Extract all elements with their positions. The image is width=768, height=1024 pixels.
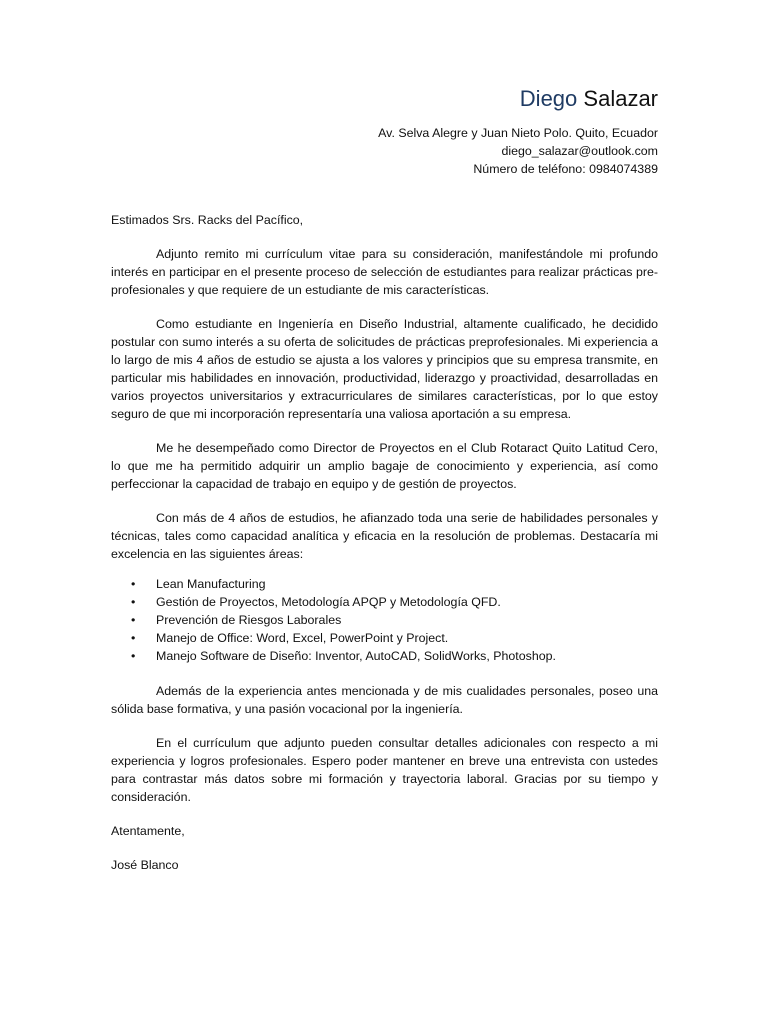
list-item <box>111 593 658 611</box>
paragraph-qualifications: Además de la experiencia antes mencionada y de mis cualidades personales, poseo una sólida base formativa, y una pasión vocacional por la ingeniería. <box>111 684 658 716</box>
letter-page <box>111 0 658 1024</box>
sender-address: Av. Selva Alegre y Juan Nieto Polo. Quito, Ecuador <box>378 126 658 140</box>
sender-name <box>378 84 658 114</box>
bullet-icon: • <box>131 577 136 591</box>
skill-label: Manejo de Office: Word, Excel, PowerPoint y Project. <box>156 631 449 645</box>
sender-first-name: Diego <box>519 86 578 111</box>
skill-label: Lean Manufacturing <box>156 577 266 591</box>
letter-body <box>111 211 658 874</box>
list-item <box>111 575 658 593</box>
paragraph-skills-intro: Con más de 4 años de estudios, he afianzado toda una serie de habilidades personales y técnicas, tales como capacidad analítica y eficacia en la resolución de problemas. Destacaría mi excelencia en las siguientes áreas: <box>111 511 658 561</box>
sender-phone: Número de teléfono: 0984074389 <box>473 162 658 176</box>
paragraph-experience: Me he desempeñado como Director de Proyectos en el Club Rotaract Quito Latitud Cero, lo que me ha permitido adquirir un amplio bagaje de conocimiento y experiencia, así como perfeccionar la capacidad de trabajo en equipo y de gestión de proyectos. <box>111 441 658 491</box>
bullet-icon: • <box>131 649 136 663</box>
letter-header <box>378 84 658 178</box>
skill-label: Manejo Software de Diseño: Inventor, AutoCAD, SolidWorks, Photoshop. <box>156 649 556 663</box>
skill-label: Gestión de Proyectos, Metodología APQP y Metodología QFD. <box>156 595 501 609</box>
list-item <box>111 629 658 647</box>
salutation: Estimados Srs. Racks del Pacífico, <box>111 213 304 227</box>
bullet-icon: • <box>131 613 136 627</box>
list-item <box>111 647 658 665</box>
bullet-icon: • <box>131 595 136 609</box>
signature-name: José Blanco <box>111 858 179 872</box>
paragraph-closing: En el currículum que adjunto pueden consultar detalles adicionales con respecto a mi experiencia y logros profesionales. Espero poder mantener en breve una entrevista con ustedes para contrastar más datos sobre mi formación y trayectoria laboral. Gracias por su tiempo y consideración. <box>111 736 658 804</box>
sender-last-name: Salazar <box>583 86 658 111</box>
skills-list <box>111 575 658 665</box>
list-item <box>111 611 658 629</box>
paragraph-intro: Adjunto remito mi currículum vitae para su consideración, manifestándole mi profundo interés en participar en el presente proceso de selección de estudiantes para realizar prácticas pre-profesionales y que requiere de un estudiante de mis características. <box>111 247 658 297</box>
sender-email: diego_salazar@outlook.com <box>501 144 658 158</box>
bullet-icon: • <box>131 631 136 645</box>
skill-label: Prevención de Riesgos Laborales <box>156 613 342 627</box>
signoff: Atentamente, <box>111 824 185 838</box>
paragraph-studies: Como estudiante en Ingeniería en Diseño Industrial, altamente cualificado, he decidido postular con sumo interés a su oferta de solicitudes de prácticas preprofesionales. Mi experiencia a lo largo de mis 4 años de estudio se ajusta a los valores y principios que su empresa transmite, en particular mis habilidades en innovación, productividad, liderazgo y proactividad, desarrolladas en varios proyectos universitarios y extracurriculares de similares características, por lo que estoy seguro de que mi incorporación representaría una valiosa aportación a su empresa. <box>111 317 658 421</box>
